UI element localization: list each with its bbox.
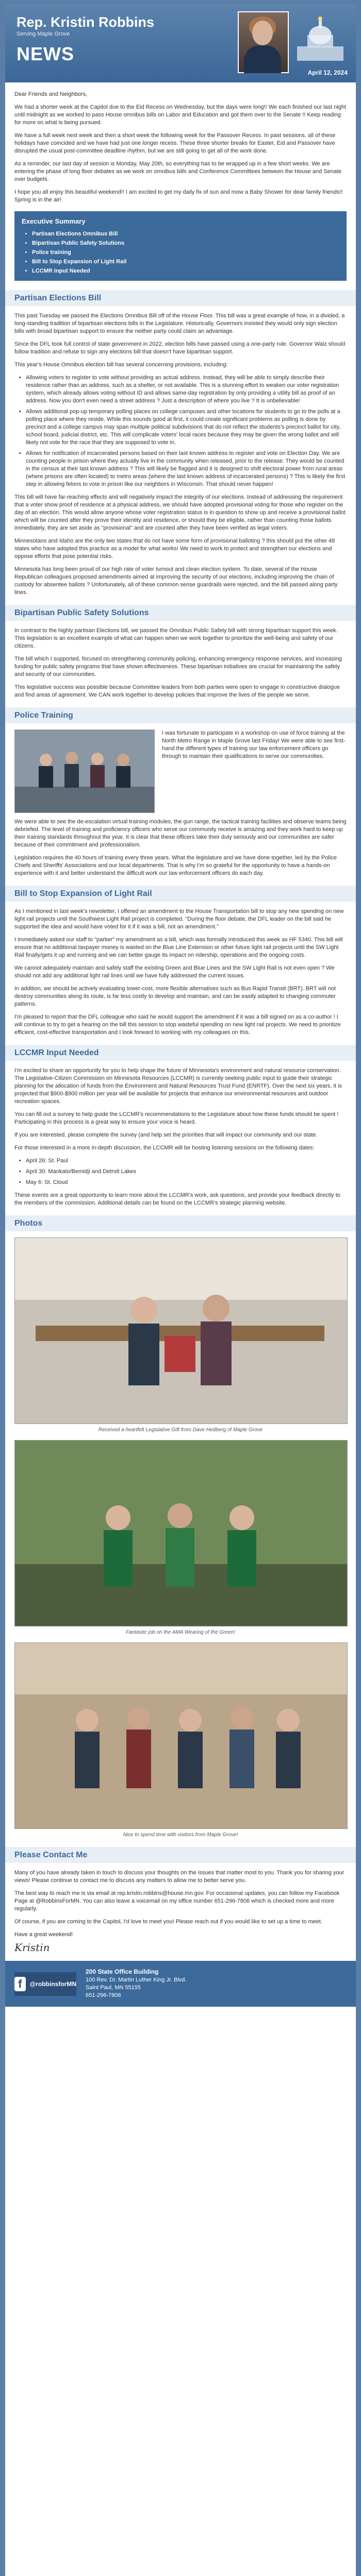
session-date: • April 30: Mankato/Bemidji and Detroit Lakes <box>26 1168 347 1176</box>
photo-caption: Received a heartfelt Legislative Gift from Dave Hedberg of Maple Grove <box>98 1427 263 1433</box>
photo-caption: Fantastic job on the AMA Wearing of the Green! <box>126 1630 235 1635</box>
contact-email-paragraph[interactable]: The best way to reach me is via email at rep.kristin.robbins@house.mn.gov. For occasional updates, you can follow my Facebook Page at @RobbinsForMN. You can also leave a voicemail on my office number 651-296-7806 which is checked more and more regularly. <box>14 1890 340 1912</box>
police-paragraph: I was fortunate to participate in a workshop on use of force training at the North Metro Range in Maple Grove last Friday! We were able to see first-hand the different types of training our law enforcement officers go through to maintain their qualifications to serve our communities. <box>162 730 346 759</box>
legislative-gift-photo <box>14 1238 348 1424</box>
lccmr-paragraph: For those interested in a more in-depth discussion, the LCCMR will be hosting listening sessions on the following dates: <box>14 1145 315 1151</box>
intro-paragraph: We had a shorter week at the Capitol due to the Eid Recess on Wednesday, but the days were long!! We each finished our last night until midnight as we worked to pass House omnibus bills on Labor and Education and got them over to the Senate !! Keep reading for more on what is being pursued. <box>14 104 347 126</box>
police-training-text <box>162 730 347 813</box>
elections-paragraph: Since the DFL took full control of state government in 2022, election bills have passed using a one-party rule. Governor Walz should follow tradition and refuse to sign any elections bill that doesn't have bipartisan support. <box>14 341 346 355</box>
intro-paragraph: I hope you all enjoy this beautiful weekend!! I am excited to get my daily fix of sun and mow a Baby Shower for dear family friends!! Spring is in the air! <box>14 189 343 203</box>
greeting: Dear Friends and Neighbors, <box>14 91 88 97</box>
safety-paragraph: This legislative success was possible because Committee leaders from both parties were open to engage in constructive dialogue and find areas of agreement. We CAN work together to develop policies that improve the lives of the people we serve. <box>14 684 340 698</box>
newsletter-footer <box>5 1961 356 2007</box>
news-label: NEWS <box>17 43 74 64</box>
section-title-police-training: Police Training <box>5 707 356 723</box>
address-line: 100 Rev. Dr. Martin Luther King Jr. Blvd. <box>86 1977 187 1983</box>
office-address <box>86 1968 186 1999</box>
safety-paragraph: The bill which I supported, focused on strengthening community policing, enhancing emergency response services, and increasing funding for public safety programs that have shown effectiveness. These bipartisan initiatives are crucial for maintaining the safety and security of our communities. <box>14 656 342 677</box>
police-training-photo <box>14 730 155 813</box>
capitol-dome-icon <box>292 9 349 66</box>
session-date: • May 6: St. Cloud <box>26 1179 347 1187</box>
intro-paragraph: We have a full week next week and then a short week the following week for the Passover Recess. In past sessions, all of these holidays have coincided and we have had just one longer recess. These three shorter breaks for Easter, Eid and Passover have disrupted the usual post-committee deadline rhythm, but we are still going to get all of the work done. <box>14 132 336 154</box>
maple-grove-visitors-photo <box>14 1642 348 1829</box>
concern-item: • Allows for notification of incarcerated persons based on their last known address to register and vote on Election Day. We are counting people in prison where they actually live in the community when released, prior to the release. They would be counted in the census at their last known address ? This will likely be flagged and it is designed to shift electoral power from rural areas (where prisons are often located) to metro areas (where the last known address of incarcerated persons) ? This is likely the first step in allowing felons to vote in prison like our neighbors in Wisconsin. That should never happen! <box>26 450 347 488</box>
section-title-light-rail: Bill to Stop Expansion of Light Rail <box>5 886 356 902</box>
session-date: • April 26: St. Paul <box>26 1157 347 1165</box>
executive-summary-box <box>14 211 347 281</box>
section-title-elections: Partisan Elections Bill <box>5 290 356 306</box>
concern-item: • Allows additional pop-up temporary polling places on college campuses and other locations for students to go to the polls at a polling place where they reside. While this sounds good at first, it could create significant problems as polling is done by precinct and a college campus may span multiple political subdivisions that do not reflect the students's precinct ballot for city, school board, judicial district, etc. This will complicate voters' local races because they may be given the wrong ballot and will likely not vote for the race that they are supposed to vote in. <box>26 408 347 447</box>
summary-item[interactable]: • Police training <box>32 248 339 257</box>
light-rail-paragraph: As I mentioned in last week's newsletter, I offered an amendment to the House Transportation bill to stop any new spending on new light rail projects until the Southwest Light Rail project is completed. "During the floor debate, the DFL leader on the bill said he supported the idea and would have voted for it if it was a bill, not an amendment." <box>14 908 344 930</box>
facebook-handle: @robbinsforMN <box>29 1980 76 1988</box>
facebook-icon: f <box>14 1977 26 1991</box>
newsletter-header <box>5 4 356 82</box>
signature: Kristin <box>14 1941 50 1954</box>
executive-summary-title: Executive Summary <box>22 217 86 225</box>
newsletter-page <box>5 4 356 2576</box>
section-title-contact: Please Contact Me <box>5 1847 356 1863</box>
section-title-lccmr: LCCMR Input Needed <box>5 1045 356 1061</box>
newsletter-date: April 12, 2024 <box>307 69 348 76</box>
contact-paragraph: Of course, if you are coming to the Capitol, I'd love to meet you! Please reach out if you would like to set up a time to meet. <box>14 1919 323 1925</box>
light-rail-paragraph: I immediately asked our staff to "parker" my amendment as a bill, which was formally introduced this week as HF 5340. This bill will ensure that no additional taxpayer money is wasted on the Blue Line Extension or other future light rail projects until the SW Light Rail finally/gets it up and running and we can better gauge its impact on ridership, operations and the ongoing costs. <box>14 937 343 958</box>
facebook-link[interactable] <box>14 1972 76 1996</box>
office-phone: 651-296-7806 <box>86 1992 121 1998</box>
newsletter-body <box>5 82 356 1952</box>
summary-item[interactable]: • Partisan Elections Omnibus Bill <box>32 229 339 239</box>
listening-sessions-list <box>14 1157 347 1187</box>
lccmr-paragraph: You can fill out a survey to help guide the LCCMR's recommendations to the Legislature about how these funds should be spent ! Participating in this process is a great way to ensure your voice is heard. <box>14 1111 339 1125</box>
elections-paragraph: This bill will have far-reaching effects and will negatively impact the integrity of our elections. Instead of addressing the requirement that a voter show proof of residence at a physical address, we should have adopted provisional voting for those who register on the day of an election. This would allow anyone whose voter registration status is in question to show up and receive a provisional ballot which will be counted after they prove their identity and residence, or should they be eligible, rather than counting those ballots immediately, they are set aside as "provisional" and are counted after they have been verified as legal voters. <box>14 494 346 531</box>
photo-caption: Nice to spend time with visitors from Maple Grove! <box>123 1832 238 1838</box>
summary-item[interactable]: • Bipartisan Public Safety Solutions <box>32 239 339 248</box>
police-paragraph: We were able to see the de-escalation virtual training modules, the gun range, the tactical training facilities and observe teams being debriefed. The level of training and proficiency officers who serve our community receive is amazing and they work hard to keep up their training standards throughout the year. It is clear that these officers take their duty seriously and our communities are safer because of their commitment and professionalism. <box>14 819 347 848</box>
lccmr-paragraph: These events are a great opportunity to learn more about the LCCMR's work, ask questions, and provide your feedback directly to the members of the commission. Additional details can be found on the LCCMR's strategic planning website. <box>14 1192 340 1206</box>
light-rail-paragraph: We cannot adequately maintain and safely staff the existing Green and Blue Lines and the SW Light Rail is not even open ? We should not add any additional light rail lines until we have fully addressed the current issues. <box>14 965 335 979</box>
wearing-of-the-green-photo <box>14 1440 348 1626</box>
executive-summary-list <box>22 229 339 276</box>
elections-paragraph: This year's House Omnibus election bill has several concerning provisions, including: <box>14 362 228 368</box>
address-line: Saint Paul, MN 55155 <box>86 1985 141 1991</box>
office-name: 200 State Office Building <box>86 1968 159 1975</box>
lccmr-paragraph: I'm excited to share an opportunity for you to help shape the future of Minnesota's environment and natural resource conservation. The Legislative-Citizen Commission on Minnesota Resources (LCCMR) is currently seeking public input to guide their strategic planning for the allocation of funds from the Environment and Natural Resources Trust Fund (ENRTF). Over the next six years, it is projected that $900-$900 million per year will be available for projects that enhance our environmental resources and outdoor recreation spaces. <box>14 1067 342 1105</box>
district-subtitle: Serving Maple Grove <box>17 31 70 37</box>
concern-item: • Allowing voters to register to vote without providing an actual address. Instead, they will be able to simply describe their residence rather than an address, such as a shelter, or not available. This is a stunning effort to weaken our voter registration system, which already allows voting without ID and allows same-day registration by only providing a utility bill as proof of an address. Now you don't even need a street address ? Just a description of where you live ? It is unbelievable! <box>26 374 347 405</box>
section-title-photos: Photos <box>5 1215 356 1231</box>
intro-paragraph: As a reminder, our last day of session is Monday, May 20th, so everything has to be wrapped up in a few short weeks. We are entering the phase of long floor debates as we work on omnibus bills and Conference Committees between the House and Senate over budgets. <box>14 161 342 182</box>
elections-paragraph: Minnesotans and Idaho are the only two states that do not have some form of provisional balloting ? this should put the other 48 states who have adopted this practice as a model for what works! We need to work to protect and strengthen our elections and oppose efforts that pose potential risks. <box>14 538 335 560</box>
light-rail-paragraph: In addition, we should be actively evaluating lower-cost, more flexible alternatives such as Bus Rapid Transit (BRT). BRT will not destroy communities along its route, is far less costly to develop and maintain, and can be easily adapted to changing commuter patterns. <box>14 986 336 1007</box>
summary-item[interactable]: • Bill to Stop Expansion of Light Rail <box>32 257 339 266</box>
contact-paragraph: Many of you have already taken in touch to discuss your thoughts on the issues that matter most to you. Thank you for sharing your views! Please continue to contact me to discuss any matters to allow me to better serve you. <box>14 1870 344 1884</box>
elections-paragraph: This past Tuesday we passed the Elections Omnibus Bill off of the House Floor. This bill was a great example of how, in a divided, a long-standing tradition of bipartisan elections bills in the Legislature. Historically, Governors insisted they would only sign election bills with broad bipartisan support to ensure the neither party could claim an advantage. <box>14 313 345 334</box>
elections-paragraph: Minnesota has long been proud of our high rate of voter turnout and clean election system. To date, several of the House Republican colleagues proposed amendments aimed at improving the security of our elections, including improving the chain of custody for absentee ballots ? Unfortunately, all of these common sense guardrails were rejected, and the bill passed along party lines. <box>14 566 338 596</box>
light-rail-paragraph: I'm pleased to report that the DFL colleague who said he would support the amendment if it was a bill signed on as a co-author ! I will continue to try to get a hearing on the bill this session to stop wasteful spending on new light rail projects. We need to prioritize efficient, cost-effective transportation and I look forward to working with my colleagues on this. <box>14 1014 341 1036</box>
section-title-public-safety: Bipartisan Public Safety Solutions <box>5 605 356 621</box>
contact-paragraph: Have a great weekend! <box>14 1931 73 1938</box>
police-training-row <box>14 730 347 813</box>
representative-portrait <box>238 11 289 73</box>
lccmr-survey-paragraph[interactable]: If you are interested, please complete the survey (and help set the priorities that will impact our community and our state. <box>14 1132 318 1138</box>
intro-section <box>14 82 347 204</box>
safety-paragraph: In contrast to the highly partisan Elections bill, we passed the Omnibus Public Safety bill with strong bipartisan support this week. This legislation is an excellent example of what can happen when we work together to prioritize the well-being and safety of our citizens. <box>14 628 338 649</box>
representative-name: Rep. Kristin Robbins <box>17 14 155 30</box>
police-paragraph: Legislation requires the 40 hours of training every three years. What the legislature and we have done together, led by the Police Chiefs and Sheriffs' Associations and our local departments. That is why I'm so grateful for the opportunity to have a hands-on experience with it and better understand the difficult work our law enforcement officers do each day. <box>14 855 337 876</box>
elections-concerns-list <box>14 374 347 488</box>
summary-item[interactable]: • LCCMR Input Needed <box>32 266 339 276</box>
